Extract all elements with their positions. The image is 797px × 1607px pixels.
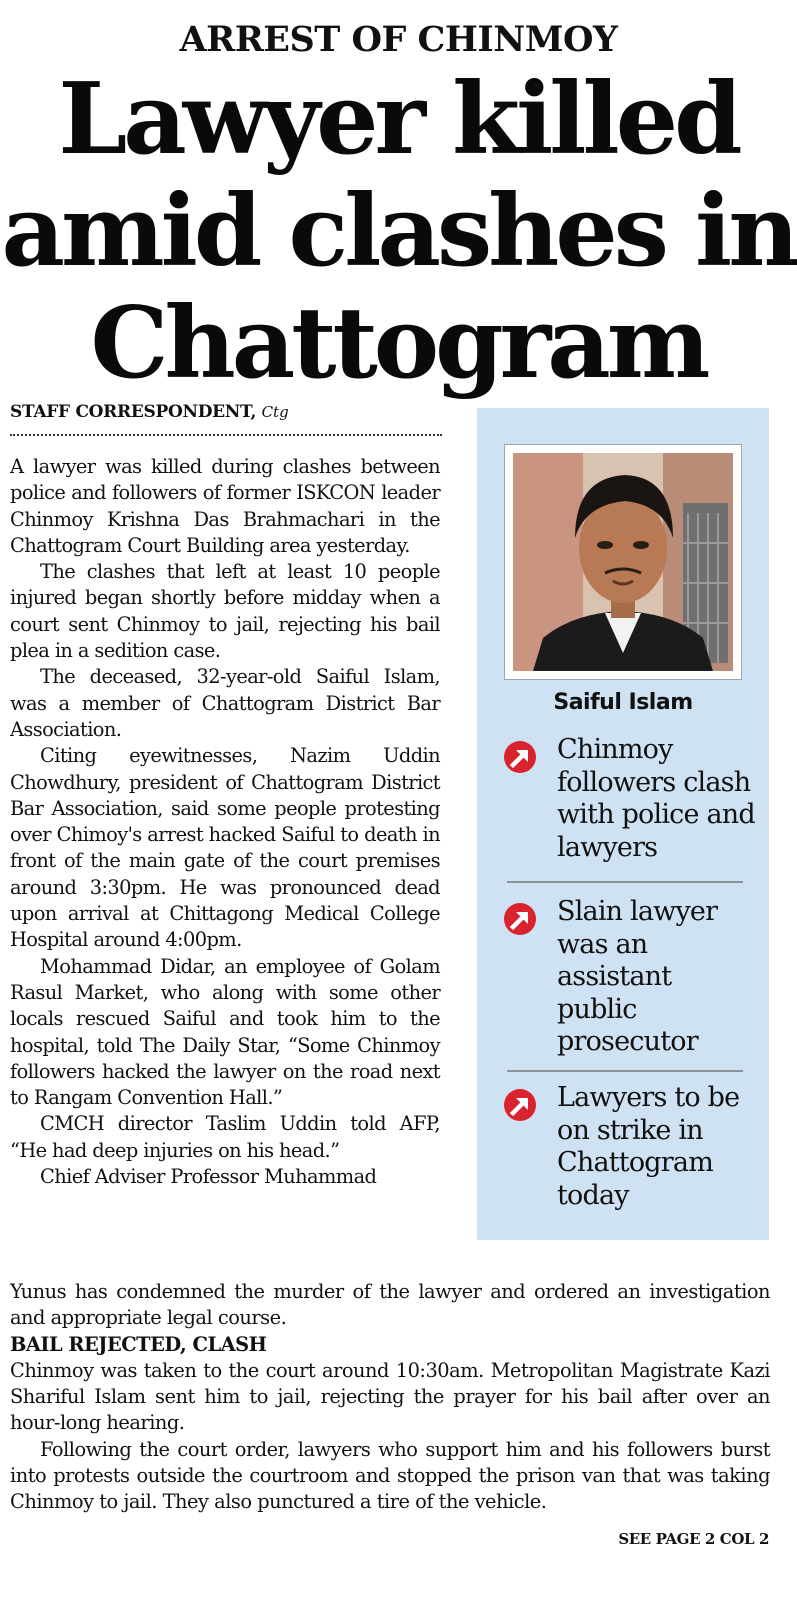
arrow-up-right-icon bbox=[503, 740, 537, 774]
story-paragraph: Mohammad Didar, an employee of Golam Rasul Market, who along with some other locals rescued Saiful and took him to the hospital, told The Daily Star, “Some Chinmoy followers hacked the lawyer on the road next to Rangam Convention Hall.” bbox=[10, 954, 440, 1110]
headline-line-1: Lawyer killed bbox=[58, 62, 739, 177]
subhead: BAIL REJECTED, CLASH bbox=[10, 1332, 267, 1356]
highlight-divider bbox=[507, 881, 743, 883]
story-paragraph: The clashes that left at least 10 people injured began shortly before midday when a court sent Chinmoy to jail, rejecting his bail plea in a sedition case. bbox=[10, 560, 440, 663]
highlight-text: Slain lawyer was an assistant public prosecutor bbox=[557, 896, 718, 1057]
story-continued bbox=[10, 1279, 770, 1516]
highlight-divider bbox=[507, 1070, 743, 1072]
photo-caption: Saiful Islam bbox=[553, 690, 693, 715]
highlight-text: Chinmoy followers clash with police and lawyers bbox=[557, 734, 755, 863]
headline bbox=[0, 64, 797, 400]
photo-frame bbox=[504, 444, 742, 680]
byline-divider bbox=[10, 434, 442, 436]
story-paragraph: Yunus has condemned the murder of the lawyer and ordered an investigation and appropriate legal course. bbox=[10, 1280, 770, 1330]
byline-name: STAFF CORRESPONDENT, bbox=[10, 402, 257, 422]
highlights-sidebar bbox=[477, 408, 769, 1240]
story-column bbox=[10, 454, 440, 1190]
story-paragraph: The deceased, 32-year-old Saiful Islam, was a member of Chattogram District Bar Association. bbox=[10, 665, 440, 741]
portrait-photo bbox=[513, 453, 733, 671]
story-paragraph: CMCH director Taslim Uddin told AFP, “He had deep injuries on his head.” bbox=[10, 1112, 440, 1162]
story-paragraph: Chinmoy was taken to the court around 10:30am. Metropolitan Magistrate Kazi Shariful Islam sent him to jail, rejecting the prayer for his bail after over an hour-long hearing. bbox=[10, 1358, 770, 1435]
kicker: ARREST OF CHINMOY bbox=[179, 19, 618, 60]
story-paragraph: Following the court order, lawyers who support him and his followers burst into protests outside the courtroom and stopped the prison van that was taking Chinmoy to jail. They also punctured a tire of the vehicle. bbox=[10, 1437, 770, 1514]
byline-place: Ctg bbox=[261, 403, 289, 421]
headline-line-2: amid clashes in bbox=[1, 174, 796, 289]
byline bbox=[10, 401, 442, 423]
story-paragraph: Citing eyewitnesses, Nazim Uddin Chowdhury, president of Chattogram District Bar Association, said some people protesting over Chimoy's arrest hacked Saiful to death in front of the main gate of the court premises around 3:30pm. He was pronounced dead upon arrival at Chittagong Medical College Hospital around 4:00pm. bbox=[10, 744, 440, 952]
story-paragraph: A lawyer was killed during clashes between police and followers of former ISKCON leader Chinmoy Krishna Das Brahmachari in the Chattogram Court Building area yesterday. bbox=[10, 455, 440, 557]
arrow-up-right-icon bbox=[503, 902, 537, 936]
story-paragraph: Chief Adviser Professor Muhammad bbox=[40, 1165, 377, 1189]
headline-line-3: Chattogram bbox=[90, 286, 707, 401]
highlight-text: Lawyers to be on strike in Chattogram today bbox=[557, 1082, 740, 1211]
arrow-up-right-icon bbox=[503, 1088, 537, 1122]
continuation-note: SEE PAGE 2 COL 2 bbox=[618, 1530, 769, 1548]
